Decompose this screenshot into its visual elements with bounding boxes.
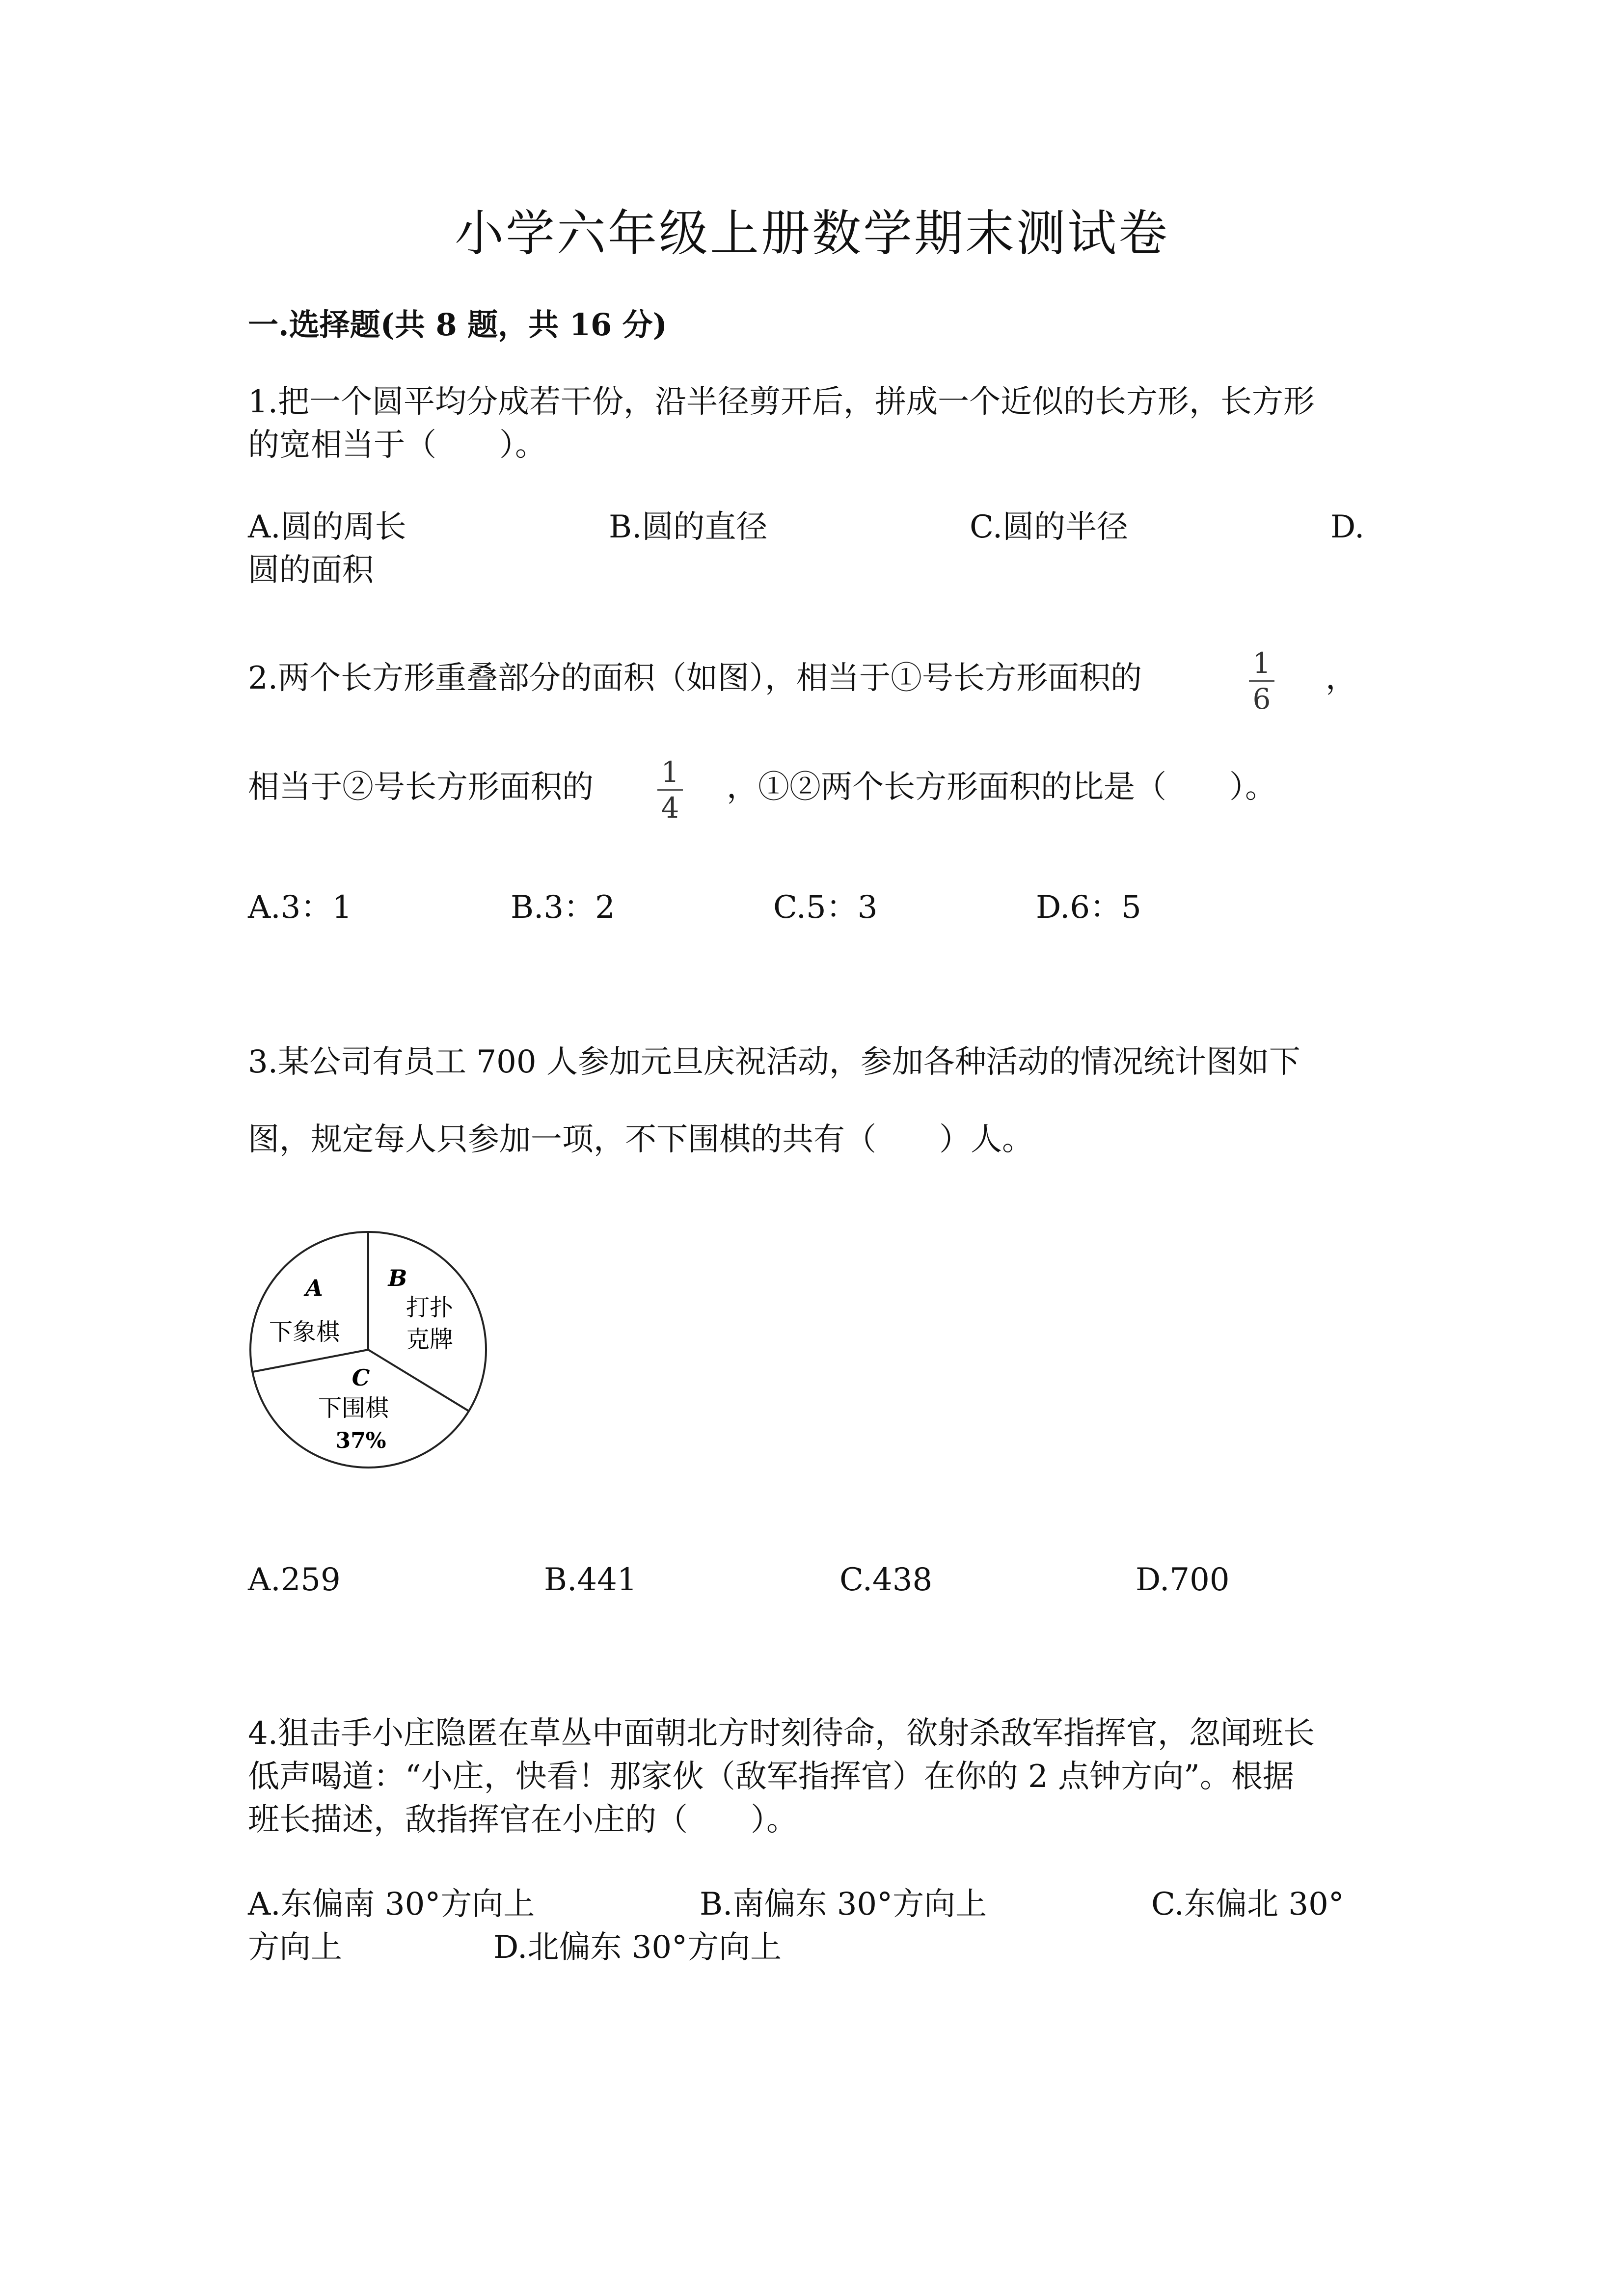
q3-option-a[interactable]: A.259	[248, 1562, 341, 1598]
q4-option-a[interactable]: A.东偏南 30°方向上	[248, 1886, 535, 1922]
q3-option-d[interactable]: D.700	[1136, 1562, 1230, 1598]
pie-slice-b-label-2: 克牌	[406, 1326, 454, 1353]
q4-option-d[interactable]: D.北偏东 30°方向上	[493, 1929, 782, 1966]
q1-option-b[interactable]: B.圆的直径	[609, 509, 768, 545]
q1-option-a[interactable]: A.圆的周长	[248, 509, 406, 545]
q2-option-a[interactable]: A.3：1	[248, 889, 352, 926]
pie-slice-c-percent: 37%	[335, 1428, 386, 1453]
q3-option-c[interactable]: C.438	[839, 1562, 933, 1598]
fraction-bar	[657, 789, 683, 791]
pie-slice-b-label-1: 打扑	[406, 1294, 454, 1321]
fraction-denominator: 6	[1252, 682, 1271, 716]
q1-line-2: 的宽相当于（ ）。	[248, 427, 546, 463]
q4-line-1: 4.狙击手小庄隐匿在草丛中面朝北方时刻待命，欲射杀敌军指挥官，忽闻班长	[248, 1715, 1315, 1752]
q3-option-b[interactable]: B.441	[544, 1562, 637, 1598]
q2-line-2-rest: ，①②两个长方形面积的比是（ ）。	[727, 769, 1276, 805]
q4-line-2: 低声喝道：“小庄，快看！那家伙（敌军指挥官）在你的 2 点钟方向”。根据	[248, 1759, 1294, 1795]
q1-line-1: 1.把一个圆平均分成若干份，沿半径剪开后，拼成一个近似的长方形，长方形	[248, 384, 1315, 420]
section-header: 一.选择题(共 8 题，共 16 分)	[248, 307, 668, 343]
q2-option-b[interactable]: B.3：2	[511, 889, 615, 926]
q2-fraction-2	[655, 757, 685, 823]
q1-option-c[interactable]: C.圆的半径	[970, 509, 1129, 545]
fraction-numerator: 1	[661, 755, 679, 789]
q4-line-3: 班长描述，敌指挥官在小庄的（ ）。	[248, 1802, 798, 1838]
q3-line-2: 图，规定每人只参加一项，不下围棋的共有（ ）人。	[248, 1121, 1033, 1158]
q3-line-1: 3.某公司有员工 700 人参加元旦庆祝活动，参加各种活动的情况统计图如下	[248, 1044, 1300, 1080]
q1-option-d[interactable]: D.	[1330, 509, 1365, 545]
q2-comma: ，	[1326, 660, 1357, 696]
q4-option-c-text[interactable]: 方向上	[248, 1929, 342, 1966]
q2-line-1: 2.两个长方形重叠部分的面积（如图），相当于①号长方形面积的	[248, 660, 1142, 696]
q2-option-d[interactable]: D.6：5	[1036, 889, 1141, 926]
q2-option-c[interactable]: C.5：3	[773, 889, 878, 926]
fraction-bar	[1249, 680, 1274, 682]
pie-slice-c-label: 下围棋	[318, 1394, 389, 1422]
pie-slice-a-letter: A	[305, 1275, 323, 1301]
q1-option-d-text[interactable]: 圆的面积	[248, 552, 374, 588]
pie-slice-c-letter: C	[352, 1364, 370, 1391]
fraction-numerator: 1	[1252, 646, 1271, 680]
activity-pie-chart	[248, 1229, 493, 1475]
pie-slice-a-label: 下象棋	[269, 1318, 340, 1346]
pie-slice-b-letter: B	[388, 1265, 407, 1291]
q4-option-b[interactable]: B.南偏东 30°方向上	[700, 1886, 987, 1922]
q4-option-c[interactable]: C.东偏北 30°	[1151, 1886, 1344, 1922]
fraction-denominator: 4	[661, 791, 679, 825]
q2-fraction-1	[1247, 648, 1276, 714]
q2-line-2: 相当于②号长方形面积的	[248, 769, 594, 805]
page-title: 小学六年级上册数学期末测试卷	[455, 205, 1169, 262]
